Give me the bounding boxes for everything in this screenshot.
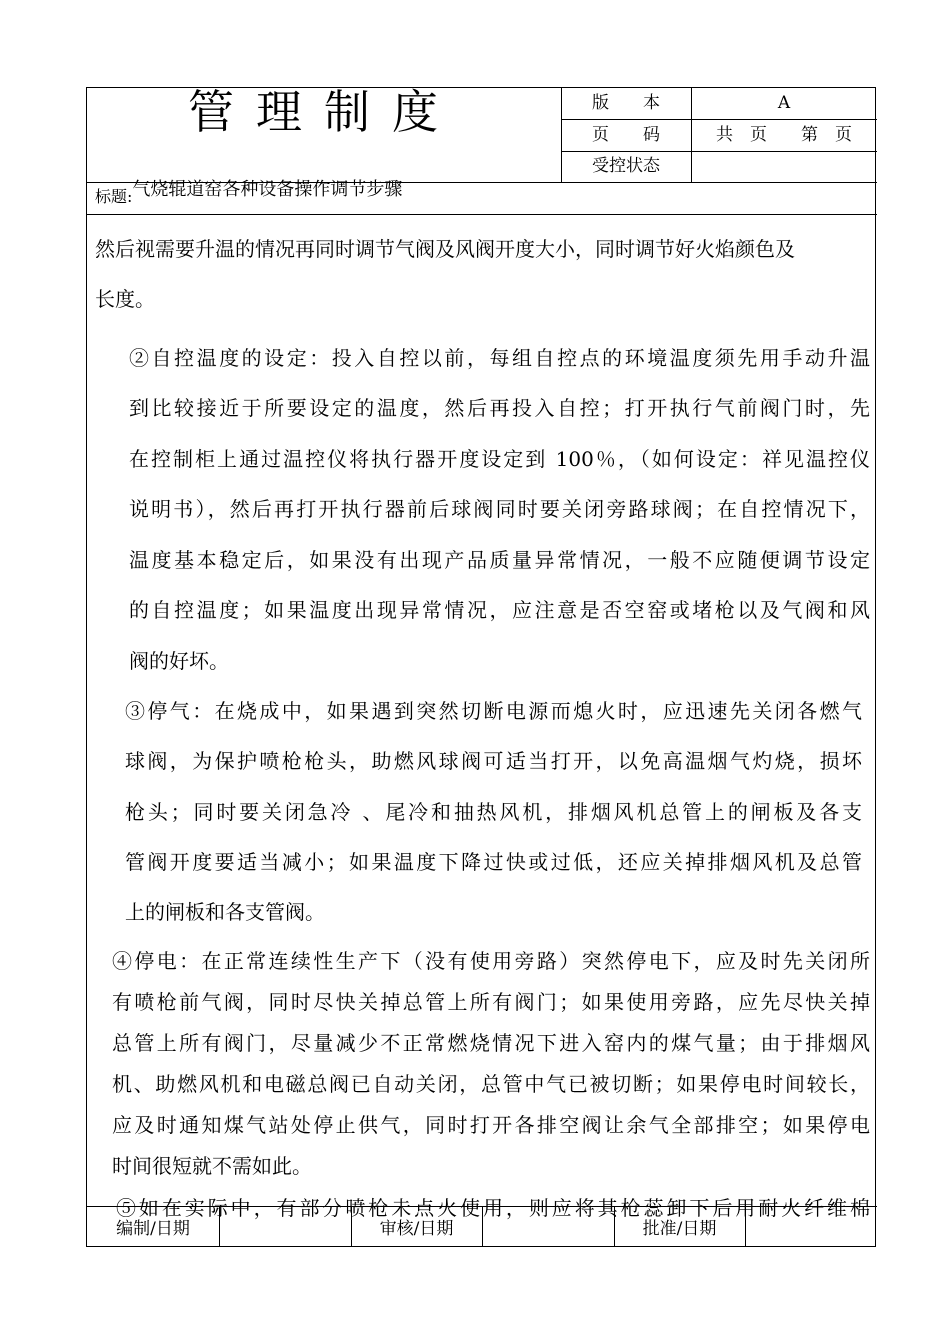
body-line: 应及时通知煤气站处停止供气，同时打开各排空阀让余气全部排空；如果停电 <box>112 1113 870 1138</box>
approved-by-label: 批准/日期 <box>642 1219 717 1239</box>
reviewed-by-label: 审核/日期 <box>379 1219 454 1239</box>
page-label: 页 码 <box>592 124 660 145</box>
subject-row <box>95 179 403 208</box>
footer-divider <box>482 1206 483 1247</box>
body-line: ④停电：在正常连续性生产下（没有使用旁路）突然停电下，应及时先关闭所 <box>112 949 870 974</box>
control-status-value <box>691 151 877 182</box>
page-value: 共 页 第 页 <box>716 124 852 145</box>
paragraph-power-outage <box>95 941 870 1187</box>
body-line: 枪头；同时要关闭急冷 、尾冷和抽热风机，排烟风机总管上的闸板及各支 <box>125 799 862 824</box>
subject-label: 标题: <box>95 187 133 206</box>
version-value: A <box>777 93 791 113</box>
body-line: 长度。 <box>95 287 155 312</box>
footer-divider <box>219 1206 220 1247</box>
body-line: 时间很短就不需如此。 <box>112 1154 312 1179</box>
paragraph-gas-stop <box>95 686 870 937</box>
body-line: 在控制柜上通过温控仪将执行器开度设定到 100％，（如何设定：祥见温控仪 <box>129 446 870 471</box>
body-line: ⑤如在实际中，有部分喷枪未点火使用，则应将其枪蕊卸下后用耐火纤维棉 <box>116 1196 870 1221</box>
paragraph-autocontrol <box>95 333 870 687</box>
body-line: 说明书），然后再打开执行器前后球阀同时要关闭旁路球阀；在自控情况下， <box>129 497 870 522</box>
version-label: 版 本 <box>592 93 660 113</box>
body-line: 管阀开度要适当减小；如果温度下降过快或过低，还应关掉排烟风机及总管 <box>125 849 862 874</box>
document-frame <box>86 87 876 1247</box>
document-title: 管理制度 <box>188 85 460 139</box>
prepared-by-label: 编制/日期 <box>116 1219 190 1239</box>
body-line: ③停气：在烧成中，如果遇到突然切断电源而熄火时，应迅速先关闭各燃气 <box>125 699 862 724</box>
subject-text: 气烧辊道窑各种设备操作调节步骤 <box>132 179 403 200</box>
document-body <box>95 224 870 1229</box>
body-line: 总管上所有阀门，尽量减少不正常燃烧情况下进入窑内的煤气量；由于排烟风 <box>112 1031 870 1056</box>
paragraph <box>95 224 870 325</box>
body-line: 球阀，为保护喷枪枪头，助燃风球阀可适当打开，以免高温烟气灼烧，损坏 <box>125 749 862 774</box>
body-line: 有喷枪前气阀，同时尽快关掉总管上所有阀门；如果使用旁路，应先尽快关掉 <box>112 990 870 1015</box>
footer-divider <box>745 1206 746 1247</box>
body-line: 阀的好坏。 <box>129 648 229 673</box>
body-line: 温度基本稳定后，如果没有出现产品质量异常情况，一般不应随便调节设定 <box>129 547 870 572</box>
body-line: 机、助燃风机和电磁总阀已自动关闭，总管中气已被切断；如果停电时间较长， <box>112 1072 870 1097</box>
body-line: ②自控温度的设定：投入自控以前，每组自控点的环境温度须先用手动升温 <box>129 345 870 370</box>
control-status-label: 受控状态 <box>592 156 660 176</box>
body-line: 的自控温度；如果温度出现异常情况，应注意是否空窑或堵枪以及气阀和风 <box>129 598 870 623</box>
header-divider <box>87 214 877 215</box>
body-line: 到比较接近于所要设定的温度，然后再投入自控；打开执行气前阀门时，先 <box>129 396 870 421</box>
body-line: 上的闸板和各支管阀。 <box>125 899 325 924</box>
body-line: 然后视需要升温的情况再同时调节气阀及风阀开度大小，同时调节好火焰颜色及 <box>95 237 795 261</box>
